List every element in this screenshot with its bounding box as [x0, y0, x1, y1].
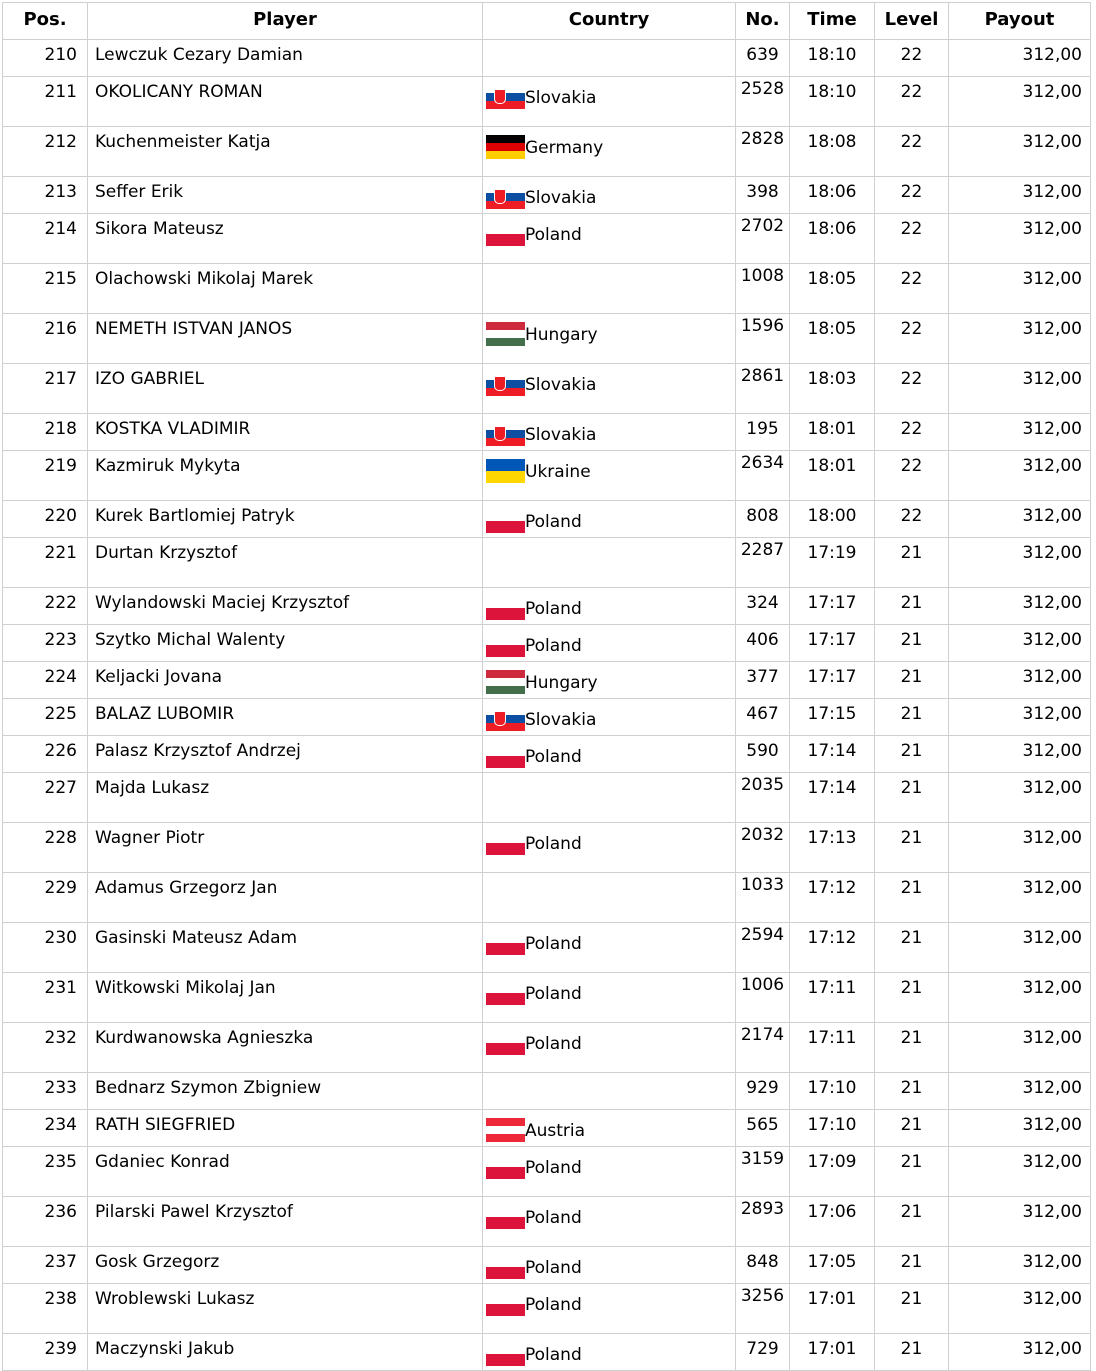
cell-country: [483, 1073, 736, 1110]
country-name: Poland: [525, 834, 582, 854]
cell-pos: 226: [3, 736, 88, 773]
poland-flag-icon: [486, 222, 525, 246]
cell-no: 1006: [736, 973, 790, 1023]
cell-level: 22: [875, 451, 949, 501]
cell-pos: 228: [3, 823, 88, 873]
cell-no: 2702: [736, 214, 790, 264]
cell-country: [483, 414, 736, 451]
cell-time: 18:10: [790, 40, 875, 77]
cell-level: 22: [875, 364, 949, 414]
cell-pos: 236: [3, 1197, 88, 1247]
cell-pos: 230: [3, 923, 88, 973]
cell-no: 848: [736, 1247, 790, 1284]
cell-payout: 312,00: [949, 77, 1091, 127]
cell-no: 590: [736, 736, 790, 773]
cell-no: 1033: [736, 873, 790, 923]
poland-flag-icon: [486, 509, 525, 533]
cell-no: 1596: [736, 314, 790, 364]
poland-flag-icon: [486, 1292, 525, 1316]
cell-country: [483, 127, 736, 177]
cell-payout: 312,00: [949, 736, 1091, 773]
cell-country: [483, 625, 736, 662]
cell-payout: 312,00: [949, 538, 1091, 588]
cell-level: 21: [875, 1110, 949, 1147]
table-row: [3, 538, 1091, 588]
cell-payout: 312,00: [949, 214, 1091, 264]
cell-time: 17:10: [790, 1110, 875, 1147]
cell-no: 2634: [736, 451, 790, 501]
cell-pos: 214: [3, 214, 88, 264]
cell-country: [483, 1334, 736, 1371]
cell-no: 3159: [736, 1147, 790, 1197]
cell-time: 17:17: [790, 625, 875, 662]
country-name: Poland: [525, 1258, 582, 1278]
table-row: [3, 662, 1091, 699]
cell-time: 17:19: [790, 538, 875, 588]
cell-player: Sikora Mateusz: [88, 214, 483, 264]
cell-pos: 239: [3, 1334, 88, 1371]
cell-country: [483, 538, 736, 588]
cell-payout: 312,00: [949, 1197, 1091, 1247]
cell-player: Kurdwanowska Agnieszka: [88, 1023, 483, 1073]
cell-payout: 312,00: [949, 127, 1091, 177]
cell-no: 324: [736, 588, 790, 625]
table-row: [3, 314, 1091, 364]
cell-level: 21: [875, 1073, 949, 1110]
cell-pos: 235: [3, 1147, 88, 1197]
cell-pos: 222: [3, 588, 88, 625]
country-name: Poland: [525, 1295, 582, 1315]
table-row: [3, 588, 1091, 625]
cell-player: Maczynski Jakub: [88, 1334, 483, 1371]
cell-payout: 312,00: [949, 823, 1091, 873]
cell-player: NEMETH ISTVAN JANOS: [88, 314, 483, 364]
header-pos: Pos.: [3, 3, 88, 40]
poland-flag-icon: [486, 633, 525, 657]
cell-level: 21: [875, 1247, 949, 1284]
table-row: [3, 873, 1091, 923]
cell-country: [483, 1197, 736, 1247]
cell-time: 18:01: [790, 451, 875, 501]
cell-no: 2032: [736, 823, 790, 873]
country-name: Slovakia: [525, 375, 597, 395]
cell-pos: 210: [3, 40, 88, 77]
cell-payout: 312,00: [949, 1284, 1091, 1334]
country-name: Poland: [525, 1158, 582, 1178]
cell-payout: 312,00: [949, 923, 1091, 973]
cell-country: [483, 873, 736, 923]
header-level: Level: [875, 3, 949, 40]
cell-no: 3256: [736, 1284, 790, 1334]
cell-no: 2828: [736, 127, 790, 177]
cell-country: [483, 264, 736, 314]
cell-level: 21: [875, 625, 949, 662]
cell-payout: 312,00: [949, 873, 1091, 923]
slovakia-flag-icon: [486, 372, 525, 396]
cell-level: 21: [875, 588, 949, 625]
cell-level: 21: [875, 1197, 949, 1247]
table-row: [3, 1334, 1091, 1371]
table-row: [3, 973, 1091, 1023]
cell-time: 18:10: [790, 77, 875, 127]
table-row: [3, 625, 1091, 662]
cell-time: 17:12: [790, 923, 875, 973]
cell-payout: 312,00: [949, 414, 1091, 451]
hungary-flag-icon: [486, 670, 525, 694]
country-name: Hungary: [525, 673, 598, 693]
cell-time: 18:05: [790, 314, 875, 364]
cell-pos: 217: [3, 364, 88, 414]
cell-payout: 312,00: [949, 501, 1091, 538]
cell-level: 21: [875, 823, 949, 873]
country-name: Ukraine: [525, 462, 591, 482]
cell-pos: 218: [3, 414, 88, 451]
cell-no: 808: [736, 501, 790, 538]
poland-flag-icon: [486, 981, 525, 1005]
cell-player: Kurek Bartlomiej Patryk: [88, 501, 483, 538]
cell-time: 18:03: [790, 364, 875, 414]
country-name: Poland: [525, 1034, 582, 1054]
cell-country: [483, 1023, 736, 1073]
cell-time: 17:11: [790, 1023, 875, 1073]
cell-pos: 238: [3, 1284, 88, 1334]
cell-payout: 312,00: [949, 662, 1091, 699]
cell-pos: 229: [3, 873, 88, 923]
cell-player: IZO GABRIEL: [88, 364, 483, 414]
cell-player: Bednarz Szymon Zbigniew: [88, 1073, 483, 1110]
cell-no: 729: [736, 1334, 790, 1371]
cell-country: [483, 736, 736, 773]
cell-no: 2893: [736, 1197, 790, 1247]
cell-level: 21: [875, 873, 949, 923]
table-row: [3, 1147, 1091, 1197]
cell-player: Olachowski Mikolaj Marek: [88, 264, 483, 314]
table-row: [3, 77, 1091, 127]
cell-country: [483, 699, 736, 736]
cell-level: 21: [875, 662, 949, 699]
cell-time: 18:08: [790, 127, 875, 177]
country-name: Poland: [525, 636, 582, 656]
table-row: [3, 1023, 1091, 1073]
cell-player: BALAZ LUBOMIR: [88, 699, 483, 736]
cell-no: 406: [736, 625, 790, 662]
cell-player: Gasinski Mateusz Adam: [88, 923, 483, 973]
table-row: [3, 264, 1091, 314]
cell-country: [483, 588, 736, 625]
cell-pos: 233: [3, 1073, 88, 1110]
cell-no: 1008: [736, 264, 790, 314]
cell-time: 18:05: [790, 264, 875, 314]
cell-country: [483, 1110, 736, 1147]
cell-time: 17:11: [790, 973, 875, 1023]
cell-time: 18:06: [790, 214, 875, 264]
cell-level: 22: [875, 264, 949, 314]
cell-country: [483, 1247, 736, 1284]
cell-country: [483, 1147, 736, 1197]
cell-player: Kuchenmeister Katja: [88, 127, 483, 177]
cell-time: 17:17: [790, 662, 875, 699]
cell-country: [483, 662, 736, 699]
table-row: [3, 736, 1091, 773]
cell-time: 17:12: [790, 873, 875, 923]
cell-player: Palasz Krzysztof Andrzej: [88, 736, 483, 773]
country-name: Poland: [525, 1208, 582, 1228]
cell-no: 2174: [736, 1023, 790, 1073]
country-name: Germany: [525, 138, 604, 158]
table-row: [3, 1247, 1091, 1284]
cell-level: 22: [875, 127, 949, 177]
cell-country: [483, 773, 736, 823]
cell-level: 21: [875, 538, 949, 588]
cell-time: 17:06: [790, 1197, 875, 1247]
cell-payout: 312,00: [949, 973, 1091, 1023]
cell-player: Witkowski Mikolaj Jan: [88, 973, 483, 1023]
ukraine-flag-icon: [486, 459, 525, 483]
hungary-flag-icon: [486, 322, 525, 346]
country-name: Poland: [525, 599, 582, 619]
cell-payout: 312,00: [949, 451, 1091, 501]
cell-player: Seffer Erik: [88, 177, 483, 214]
cell-no: 467: [736, 699, 790, 736]
table-row: [3, 1197, 1091, 1247]
cell-time: 17:10: [790, 1073, 875, 1110]
cell-time: 17:17: [790, 588, 875, 625]
country-name: Poland: [525, 747, 582, 767]
cell-payout: 312,00: [949, 588, 1091, 625]
cell-level: 22: [875, 40, 949, 77]
cell-pos: 232: [3, 1023, 88, 1073]
cell-no: 2035: [736, 773, 790, 823]
cell-level: 21: [875, 1334, 949, 1371]
poland-flag-icon: [486, 1031, 525, 1055]
header-row: [3, 3, 1091, 40]
cell-player: OKOLICANY ROMAN: [88, 77, 483, 127]
cell-level: 21: [875, 699, 949, 736]
country-name: Poland: [525, 1345, 582, 1365]
cell-time: 17:09: [790, 1147, 875, 1197]
cell-no: 2594: [736, 923, 790, 973]
cell-payout: 312,00: [949, 177, 1091, 214]
results-table: [2, 2, 1091, 1371]
cell-country: [483, 214, 736, 264]
cell-pos: 231: [3, 973, 88, 1023]
cell-payout: 312,00: [949, 1247, 1091, 1284]
cell-payout: 312,00: [949, 1110, 1091, 1147]
cell-pos: 234: [3, 1110, 88, 1147]
cell-payout: 312,00: [949, 773, 1091, 823]
poland-flag-icon: [486, 1342, 525, 1366]
header-country: Country: [483, 3, 736, 40]
header-player: Player: [88, 3, 483, 40]
slovakia-flag-icon: [486, 85, 525, 109]
cell-time: 17:01: [790, 1284, 875, 1334]
cell-no: 377: [736, 662, 790, 699]
table-row: [3, 1110, 1091, 1147]
table-row: [3, 364, 1091, 414]
cell-country: [483, 77, 736, 127]
cell-payout: 312,00: [949, 625, 1091, 662]
cell-player: KOSTKA VLADIMIR: [88, 414, 483, 451]
country-name: Poland: [525, 934, 582, 954]
cell-player: Pilarski Pawel Krzysztof: [88, 1197, 483, 1247]
cell-pos: 219: [3, 451, 88, 501]
cell-country: [483, 451, 736, 501]
country-name: Slovakia: [525, 88, 597, 108]
cell-country: [483, 823, 736, 873]
cell-player: Gosk Grzegorz: [88, 1247, 483, 1284]
cell-no: 195: [736, 414, 790, 451]
table-row: [3, 214, 1091, 264]
table-row: [3, 127, 1091, 177]
cell-pos: 223: [3, 625, 88, 662]
cell-country: [483, 364, 736, 414]
cell-player: Gdaniec Konrad: [88, 1147, 483, 1197]
header-payout: Payout: [949, 3, 1091, 40]
cell-no: 639: [736, 40, 790, 77]
poland-flag-icon: [486, 931, 525, 955]
cell-player: Wroblewski Lukasz: [88, 1284, 483, 1334]
cell-no: 929: [736, 1073, 790, 1110]
cell-player: Majda Lukasz: [88, 773, 483, 823]
cell-pos: 221: [3, 538, 88, 588]
country-name: Poland: [525, 225, 582, 245]
cell-pos: 211: [3, 77, 88, 127]
cell-country: [483, 501, 736, 538]
cell-no: 2287: [736, 538, 790, 588]
cell-pos: 215: [3, 264, 88, 314]
table-row: [3, 40, 1091, 77]
cell-level: 21: [875, 736, 949, 773]
cell-level: 21: [875, 1023, 949, 1073]
poland-flag-icon: [486, 1205, 525, 1229]
cell-player: Szytko Michal Walenty: [88, 625, 483, 662]
cell-country: [483, 314, 736, 364]
table-row: [3, 414, 1091, 451]
cell-payout: 312,00: [949, 699, 1091, 736]
cell-no: 398: [736, 177, 790, 214]
cell-level: 22: [875, 414, 949, 451]
cell-no: 565: [736, 1110, 790, 1147]
cell-level: 21: [875, 1284, 949, 1334]
table-row: [3, 823, 1091, 873]
cell-payout: 312,00: [949, 264, 1091, 314]
cell-payout: 312,00: [949, 364, 1091, 414]
cell-payout: 312,00: [949, 1073, 1091, 1110]
cell-player: Wylandowski Maciej Krzysztof: [88, 588, 483, 625]
austria-flag-icon: [486, 1118, 525, 1142]
table-row: [3, 1284, 1091, 1334]
cell-time: 17:05: [790, 1247, 875, 1284]
cell-pos: 216: [3, 314, 88, 364]
cell-no: 2528: [736, 77, 790, 127]
table-row: [3, 1073, 1091, 1110]
cell-level: 21: [875, 923, 949, 973]
cell-player: Adamus Grzegorz Jan: [88, 873, 483, 923]
cell-pos: 237: [3, 1247, 88, 1284]
cell-pos: 220: [3, 501, 88, 538]
cell-time: 17:14: [790, 736, 875, 773]
cell-country: [483, 40, 736, 77]
table-row: [3, 773, 1091, 823]
slovakia-flag-icon: [486, 185, 525, 209]
cell-time: 17:13: [790, 823, 875, 873]
country-name: Slovakia: [525, 425, 597, 445]
country-name: Austria: [525, 1121, 586, 1141]
poland-flag-icon: [486, 1155, 525, 1179]
cell-payout: 312,00: [949, 40, 1091, 77]
cell-country: [483, 1284, 736, 1334]
country-name: Slovakia: [525, 710, 597, 730]
cell-country: [483, 177, 736, 214]
cell-country: [483, 973, 736, 1023]
cell-level: 22: [875, 214, 949, 264]
table-row: [3, 501, 1091, 538]
country-name: Slovakia: [525, 188, 597, 208]
cell-time: 18:06: [790, 177, 875, 214]
country-name: Poland: [525, 512, 582, 532]
cell-time: 17:01: [790, 1334, 875, 1371]
cell-player: Wagner Piotr: [88, 823, 483, 873]
cell-country: [483, 923, 736, 973]
cell-time: 18:00: [790, 501, 875, 538]
table-row: [3, 177, 1091, 214]
table-row: [3, 699, 1091, 736]
poland-flag-icon: [486, 1255, 525, 1279]
header-no: No.: [736, 3, 790, 40]
cell-player: Keljacki Jovana: [88, 662, 483, 699]
germany-flag-icon: [486, 135, 525, 159]
country-name: Hungary: [525, 325, 598, 345]
cell-player: Kazmiruk Mykyta: [88, 451, 483, 501]
slovakia-flag-icon: [486, 707, 525, 731]
cell-level: 21: [875, 773, 949, 823]
slovakia-flag-icon: [486, 422, 525, 446]
cell-pos: 227: [3, 773, 88, 823]
country-name: Poland: [525, 984, 582, 1004]
header-time: Time: [790, 3, 875, 40]
cell-time: 17:15: [790, 699, 875, 736]
poland-flag-icon: [486, 744, 525, 768]
cell-payout: 312,00: [949, 1023, 1091, 1073]
cell-player: RATH SIEGFRIED: [88, 1110, 483, 1147]
poland-flag-icon: [486, 596, 525, 620]
cell-player: Durtan Krzysztof: [88, 538, 483, 588]
table-row: [3, 923, 1091, 973]
cell-time: 18:01: [790, 414, 875, 451]
cell-pos: 213: [3, 177, 88, 214]
cell-pos: 225: [3, 699, 88, 736]
cell-pos: 212: [3, 127, 88, 177]
cell-pos: 224: [3, 662, 88, 699]
cell-payout: 312,00: [949, 1334, 1091, 1371]
cell-level: 22: [875, 314, 949, 364]
table-row: [3, 451, 1091, 501]
cell-time: 17:14: [790, 773, 875, 823]
cell-level: 22: [875, 501, 949, 538]
cell-level: 22: [875, 177, 949, 214]
cell-level: 22: [875, 77, 949, 127]
cell-level: 21: [875, 1147, 949, 1197]
cell-player: Lewczuk Cezary Damian: [88, 40, 483, 77]
cell-no: 2861: [736, 364, 790, 414]
cell-payout: 312,00: [949, 1147, 1091, 1197]
cell-level: 21: [875, 973, 949, 1023]
poland-flag-icon: [486, 831, 525, 855]
cell-payout: 312,00: [949, 314, 1091, 364]
